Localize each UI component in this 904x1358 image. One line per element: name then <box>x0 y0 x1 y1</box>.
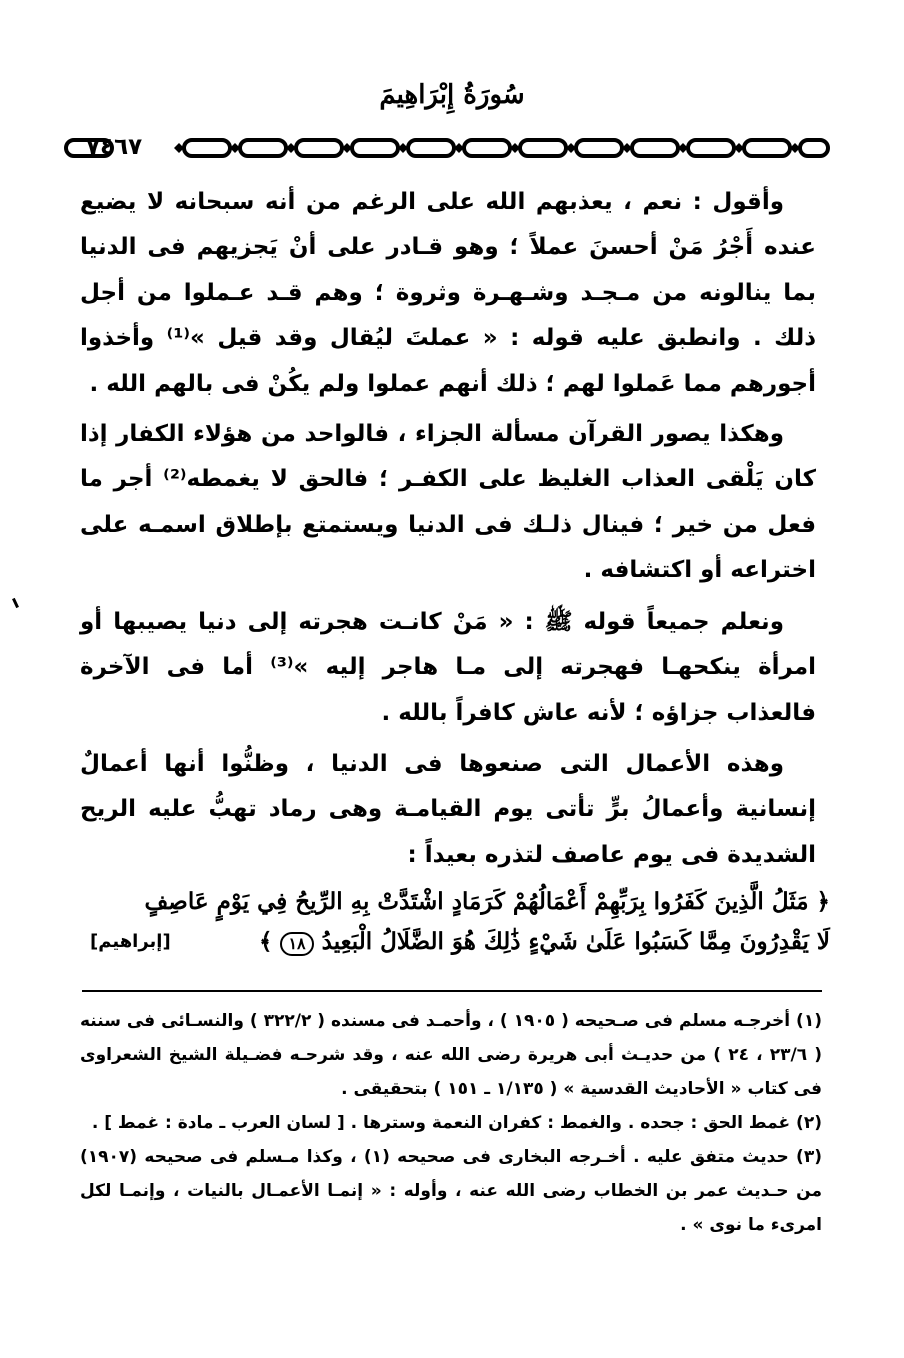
page-number: ٧٤٦٧ <box>86 134 143 160</box>
surah-title: سُورَةُ إِبْرَاهِيمَ <box>379 80 525 110</box>
footnote-divider <box>82 990 822 992</box>
footnote-1: (١) أخرجـه مسلم فى صـحيحه ( ١٩٠٥ ) ، وأحمـد فى مسنده ( ٣٢٢/٢ ) والنسـائى فى سننه ( ٢٣/٦ ، ٢٤ ) من حديـث أبى هريرة رضى الله عنه ، وقد شرحـه فضـيلة الشيخ الشعراوى فى كتاب « الأحاديث القدسية » ( ١/١٣٥ ـ ١٥١ ) بتحقيقى . <box>80 1011 822 1099</box>
verse-closing-bracket: ﴾ <box>258 928 273 955</box>
verse-line-2 <box>80 922 830 962</box>
paragraph-3: ونعلم جميعاً قوله ﷺ : « مَنْ كانـت هجرته إلى دنيا يصيبها أو امرأة ينكحهـا فهجرته إلى مـا هاجر إليه »⁽³⁾ أما فى الآخرة فالعذاب جزاؤه ؛ لأنه عاش كافراً بالله . <box>80 609 816 726</box>
paragraph-1: وأقول : نعم ، يعذبهم الله على الرغم من أنه سبحانه لا يضيع عنده أَجْرُ مَنْ أحسنَ عملاً ؛ وهو قـادر على أنْ يَجزيهم فى الدنيا بما ينالونه من مـجـد وشـهـرة وثروة ؛ وهم قـد عـملوا من أجل ذلك . وانطبق عليه قوله : « عملتَ ليُقال وقد قيل »⁽¹⁾ وأخذوا أجورهم مما عَملوا لهم ؛ ذلك أنهم عملوا ولم يكُنْ فى بالهم الله . <box>80 189 817 397</box>
footnote-3: (٣) حديث متفق عليه . أخـرجه البخارى فى صحيحه (١) ، وكذا مـسلم فى صحيحه (١٩٠٧) من حـديث عمر بن الخطاب رضى الله عنه ، وأوله : « إنمـا الأعمـال بالنيات ، وإنمـا لكل امرىء ما نوى » . <box>80 1147 822 1235</box>
paragraph-4: وهذه الأعمال التى صنعوها فى الدنيا ، وظنُّوا أنها أعمالٌ إنسانية وأعمالُ برٍّ تأتى يوم القيامـة وهى رماد تهبُّ عليه الريح الشديدة فى يوم عاصف لتذره بعيداً : <box>80 751 816 868</box>
verse-line-1: ﴿ مَثَلُ الَّذِينَ كَفَرُوا بِرَبِّهِمْ أَعْمَالُهُمْ كَرَمَادٍ اشْتَدَّتْ بِهِ الرِّيحُ فِي يَوْمٍ عَاصِفٍ <box>144 888 830 915</box>
quran-verse <box>80 882 830 962</box>
footnote-2: (٢) غمط الحق : جحده . والغمط : كفران النعمة وسترها . [ لسان العرب ـ مادة : غمط ] . <box>91 1113 822 1133</box>
footnotes <box>80 1004 822 1242</box>
decorative-border <box>62 130 832 166</box>
scan-mark <box>12 598 19 608</box>
paragraph-2: وهكذا يصور القرآن مسألة الجزاء ، فالواحد من هؤلاء الكفار إذا كان يَلْقى العذاب الغليظ على الكفـر ؛ فالحق لا يغمطه⁽²⁾ أجر ما فعل من خير ؛ فينال ذلـك فى الدنيا ويستمتع بإطلاق اسمـه على اختراعه أو اكتشافه . <box>80 421 817 584</box>
verse-number: ١٨ <box>280 932 313 956</box>
surah-reference: [إبراهيم] <box>90 931 171 952</box>
verse-line-2-text: لَا يَقْدِرُونَ مِمَّا كَسَبُوا عَلَىٰ شَيْءٍ ذَٰلِكَ هُوَ الضَّلَالُ الْبَعِيدُ <box>321 928 830 955</box>
